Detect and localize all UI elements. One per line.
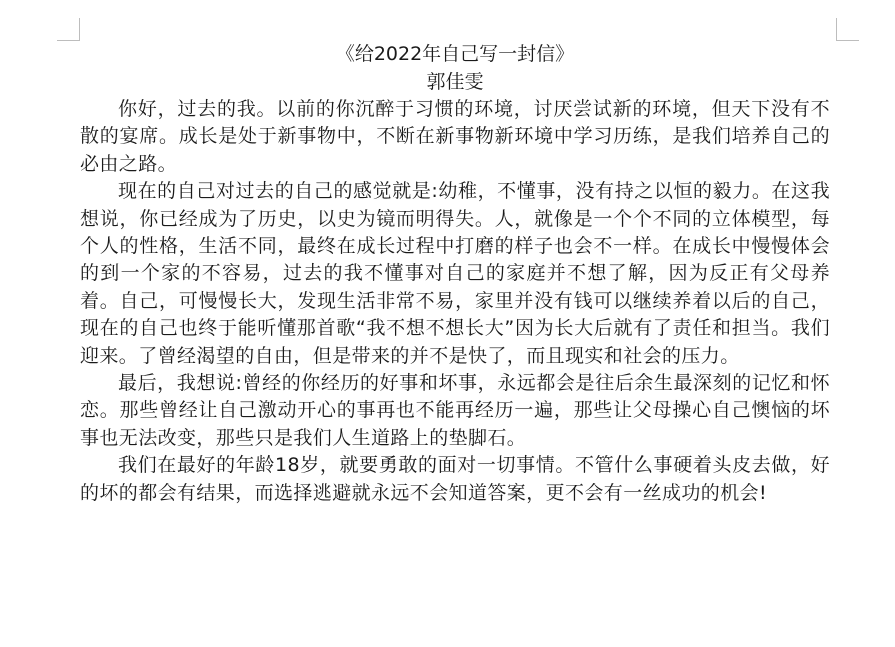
paragraph-1: 你好，过去的我。以前的你沉醉于习惯的环境，讨厌尝试新的环境，但天下没有不散的宴席。成长是处于新事物中，不断在新事物新环境中学习历练，是我们培养自己的必由之路。 bbox=[80, 98, 830, 175]
paragraph-3: 最后，我想说:曾经的你经历的好事和坏事，永远都会是往后余生最深刻的记忆和怀恋。那些曾经让自己激动开心的事再也不能再经历一遍，那些让父母操心自己懊恼的坏事也无法改变，那些只是我们人生道路上的垫脚石。 bbox=[80, 372, 830, 449]
paragraph-4: 我们在最好的年龄18岁，就要勇敢的面对一切事情。不管什么事硬着头皮去做，好的坏的都会有结果，而选择逃避就永远不会知道答案，更不会有一丝成功的机会! bbox=[80, 454, 830, 504]
crop-mark-top-right bbox=[836, 18, 859, 41]
crop-mark-top-left bbox=[57, 18, 80, 41]
document-author: 郭佳雯 bbox=[426, 71, 484, 93]
document-body bbox=[80, 40, 830, 507]
paragraph-2: 现在的自己对过去的自己的感觉就是:幼稚，不懂事，没有持之以恒的毅力。在这我想说，你已经成为了历史，以史为镜而明得失。人，就像是一个个不同的立体模型，每个人的性格，生活不同，最终在成长过程中打磨的样子也会不一样。在成长中慢慢体会的到一个家的不容易，过去的我不懂事对自己的家庭并不想了解，因为反正有父母养着。自己，可慢慢长大，发现生活非常不易，家里并没有钱可以继续养着以后的自己，现在的自己也终于能听懂那首歌“我不想不想长大”因为长大后就有了责任和担当。我们迎来。了曾经渴望的自由，但是带来的并不是快了，而且现实和社会的压力。 bbox=[80, 180, 830, 367]
document-title: 《给2022年自己写一封信》 bbox=[335, 43, 575, 65]
